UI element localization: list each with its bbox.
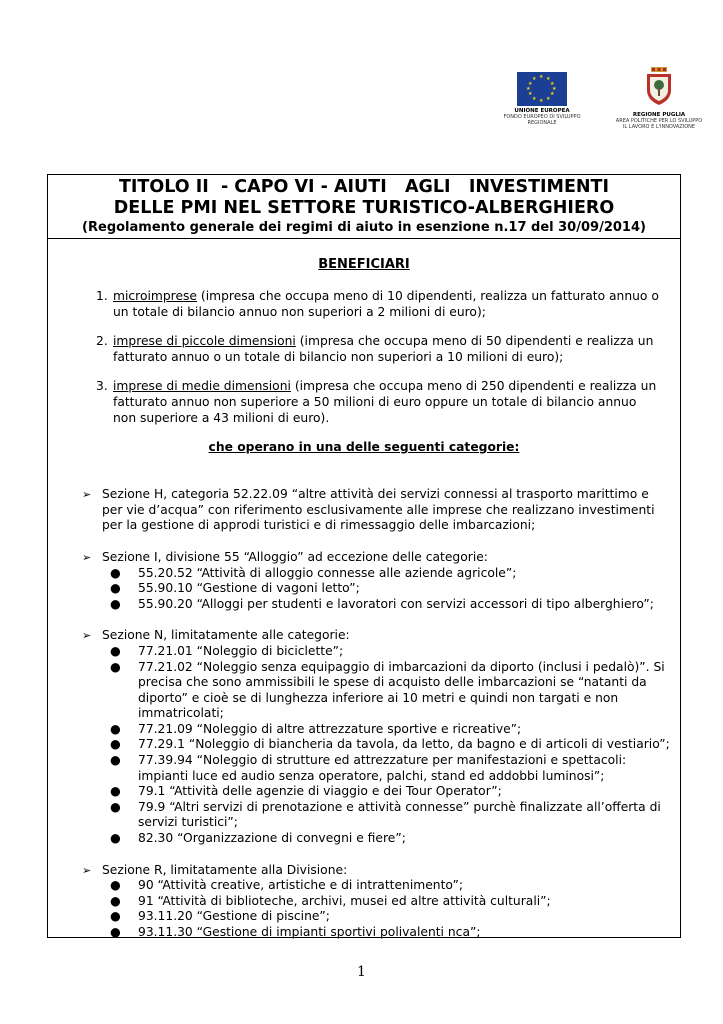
section-r xyxy=(82,862,672,941)
title-line-1: TITOLO II - CAPO VI - AIUTI AGLI INVESTIMENTI xyxy=(118,177,610,197)
list-item xyxy=(110,909,672,925)
eu-name: UNIONE EUROPEA xyxy=(514,108,570,114)
sections-list xyxy=(48,487,680,940)
list-item-text: 77.21.02 “Noleggio senza equipaggio di imbarcazioni da diporto (inclusi i pedalò)”. Si precisa che sono ammissibili le spese di acquisto delle imbarcazioni se “natanti da diporto” e cioè se di lunghezza inferiore ai 10 metri e quindi non targati e non immatricolati; xyxy=(138,659,665,721)
bullet-dot-icon: ● xyxy=(110,581,121,596)
section-r-items xyxy=(102,878,672,940)
eu-flag-icon: ★ ★ ★ ★ ★ ★ ★ ★ ★ ★ ★ ★ xyxy=(517,72,567,106)
list-item xyxy=(110,737,672,753)
item-number: 3. xyxy=(96,379,108,394)
title-regulation: (Regolamento generale dei regimi di aiuto in esenzione n.17 del 30/09/2014) xyxy=(82,220,646,235)
list-item xyxy=(110,753,672,784)
eu-logo xyxy=(500,72,584,126)
page-number: 1 xyxy=(357,964,366,980)
arrow-bullet-icon: ➢ xyxy=(82,629,92,643)
bullet-dot-icon: ● xyxy=(110,831,121,846)
list-item-text: 55.20.52 “Attività di alloggio connesse alle aziende agricole”; xyxy=(138,565,517,580)
item-number: 2. xyxy=(96,334,108,349)
list-item xyxy=(110,596,672,613)
list-item xyxy=(110,925,672,941)
list-item xyxy=(110,799,672,831)
beneficiario-item xyxy=(96,334,661,365)
list-item-text: 77.29.1 “Noleggio di biancheria da tavola, da letto, da bagno e di articoli di vestiario”; xyxy=(138,737,670,752)
list-item-text: 93.11.20 “Gestione di piscine”; xyxy=(138,909,330,924)
item-number: 1. xyxy=(96,289,108,303)
section-text: Sezione R, limitatamente alla Divisione: xyxy=(102,862,348,877)
beneficiario-item xyxy=(96,379,661,426)
list-item xyxy=(110,784,672,800)
categorie-heading: che operano in una delle seguenti categorie: xyxy=(208,440,520,455)
list-item-text: 91 “Attività di biblioteche, archivi, musei ed altre attività culturali”; xyxy=(138,893,551,908)
list-item-text: 82.30 “Organizzazione di convegni e fiere”; xyxy=(138,831,406,846)
regione-puglia-name: REGIONE PUGLIA xyxy=(632,112,686,118)
eu-subtitle: FONDO EUROPEO DI SVILUPPO REGIONALE xyxy=(503,114,581,126)
bullet-dot-icon: ● xyxy=(110,784,121,799)
bullet-dot-icon: ● xyxy=(110,659,121,674)
beneficiario-term: microimprese xyxy=(113,289,197,303)
section-text: Sezione I, divisione 55 “Alloggio” ad eccezione delle categorie: xyxy=(102,549,488,564)
section-text: Sezione H, categoria 52.22.09 “altre attività dei servizi connessi al trasporto marittimo e per vie d’acqua” con riferimento esclusivamente alle imprese che realizzano investimenti per la gestione di approdi turistici e di rimessaggio delle imbarcazioni; xyxy=(102,487,655,533)
list-item-text: 55.90.20 “Alloggi per studenti e lavoratori con servizi accessori di tipo alberghiero”; xyxy=(138,596,654,611)
bullet-dot-icon: ● xyxy=(110,753,121,768)
bullet-dot-icon: ● xyxy=(110,565,121,580)
list-item xyxy=(110,893,672,910)
title-box xyxy=(48,175,680,239)
list-item-text: 77.39.94 “Noleggio di strutture ed attrezzature per manifestazioni e spettacoli: impianti luce ed audio senza operatore, palchi, stand ed addobbi luminosi”; xyxy=(138,753,627,783)
list-item xyxy=(110,643,672,660)
list-item xyxy=(110,659,672,722)
arrow-bullet-icon: ➢ xyxy=(82,488,92,502)
section-n-items xyxy=(102,644,672,847)
list-item-text: 93.11.30 “Gestione di impianti sportivi polivalenti nca”; xyxy=(138,925,481,939)
section-h xyxy=(82,487,672,534)
list-item-text: 77.21.01 “Noleggio di biciclette”; xyxy=(138,643,344,658)
beneficiario-term: imprese di piccole dimensioni xyxy=(113,334,296,349)
bullet-dot-icon: ● xyxy=(110,799,121,814)
regione-puglia-subtitle-2: IL LAVORO E L'INNOVAZIONE xyxy=(622,124,696,130)
beneficiario-text: (impresa che occupa meno di 250 dipendenti e realizza un fatturato annuo non superiore a 50 milioni di euro oppure un totale di bilancio annuo non superiore a 43 milioni di euro). xyxy=(113,379,657,425)
beneficiario-text: (impresa che occupa meno di 50 dipendenti e realizza un fatturato annuo o un totale di bilancio non superiori a 10 milioni di euro); xyxy=(113,334,654,364)
section-n xyxy=(82,628,672,846)
content-frame xyxy=(47,174,681,938)
section-i-items xyxy=(102,566,672,613)
bullet-dot-icon: ● xyxy=(110,643,121,658)
list-item xyxy=(110,831,672,847)
title-line-2: DELLE PMI NEL SETTORE TURISTICO-ALBERGHIERO xyxy=(113,198,615,218)
beneficiari-list xyxy=(48,289,680,426)
section-text: Sezione N, limitatamente alle categorie: xyxy=(102,628,350,643)
bullet-dot-icon: ● xyxy=(110,737,121,752)
bullet-dot-icon: ● xyxy=(110,925,121,939)
list-item xyxy=(110,721,672,738)
regione-puglia-subtitle-1: AREA POLITICHE PER LO SVILUPPO xyxy=(615,118,703,124)
list-item-text: 79.9 “Altri servizi di prenotazione e attività connesse” purchè finalizzate all’offerta di servizi turistici”; xyxy=(138,799,661,830)
beneficiari-heading: BENEFICIARI xyxy=(318,257,410,272)
list-item-text: 79.1 “Attività delle agenzie di viaggio e dei Tour Operator”; xyxy=(138,784,502,799)
arrow-bullet-icon: ➢ xyxy=(82,863,92,877)
section-i xyxy=(82,549,672,612)
beneficiario-text: (impresa che occupa meno di 10 dipendenti, realizza un fatturato annuo o un totale di bilancio annuo non superiori a 2 milioni di euro); xyxy=(113,289,659,319)
beneficiario-item xyxy=(96,289,661,320)
list-item xyxy=(110,565,672,582)
list-item xyxy=(110,581,672,597)
bullet-dot-icon: ● xyxy=(110,721,121,736)
list-item-text: 55.90.10 “Gestione di vagoni letto”; xyxy=(138,581,360,596)
bullet-dot-icon: ● xyxy=(110,909,121,924)
bullet-dot-icon: ● xyxy=(110,878,121,893)
bullet-dot-icon: ● xyxy=(110,596,121,611)
list-item-text: 77.21.09 “Noleggio di altre attrezzature sportive e ricreative”; xyxy=(138,721,522,736)
bullet-dot-icon: ● xyxy=(110,893,121,908)
arrow-bullet-icon: ➢ xyxy=(82,550,92,564)
list-item xyxy=(110,878,672,894)
list-item-text: 90 “Attività creative, artistiche e di intrattenimento”; xyxy=(138,878,464,893)
regione-puglia-logo xyxy=(610,66,708,130)
beneficiario-term: imprese di medie dimensioni xyxy=(113,379,291,394)
regione-puglia-shield-icon xyxy=(644,66,674,106)
